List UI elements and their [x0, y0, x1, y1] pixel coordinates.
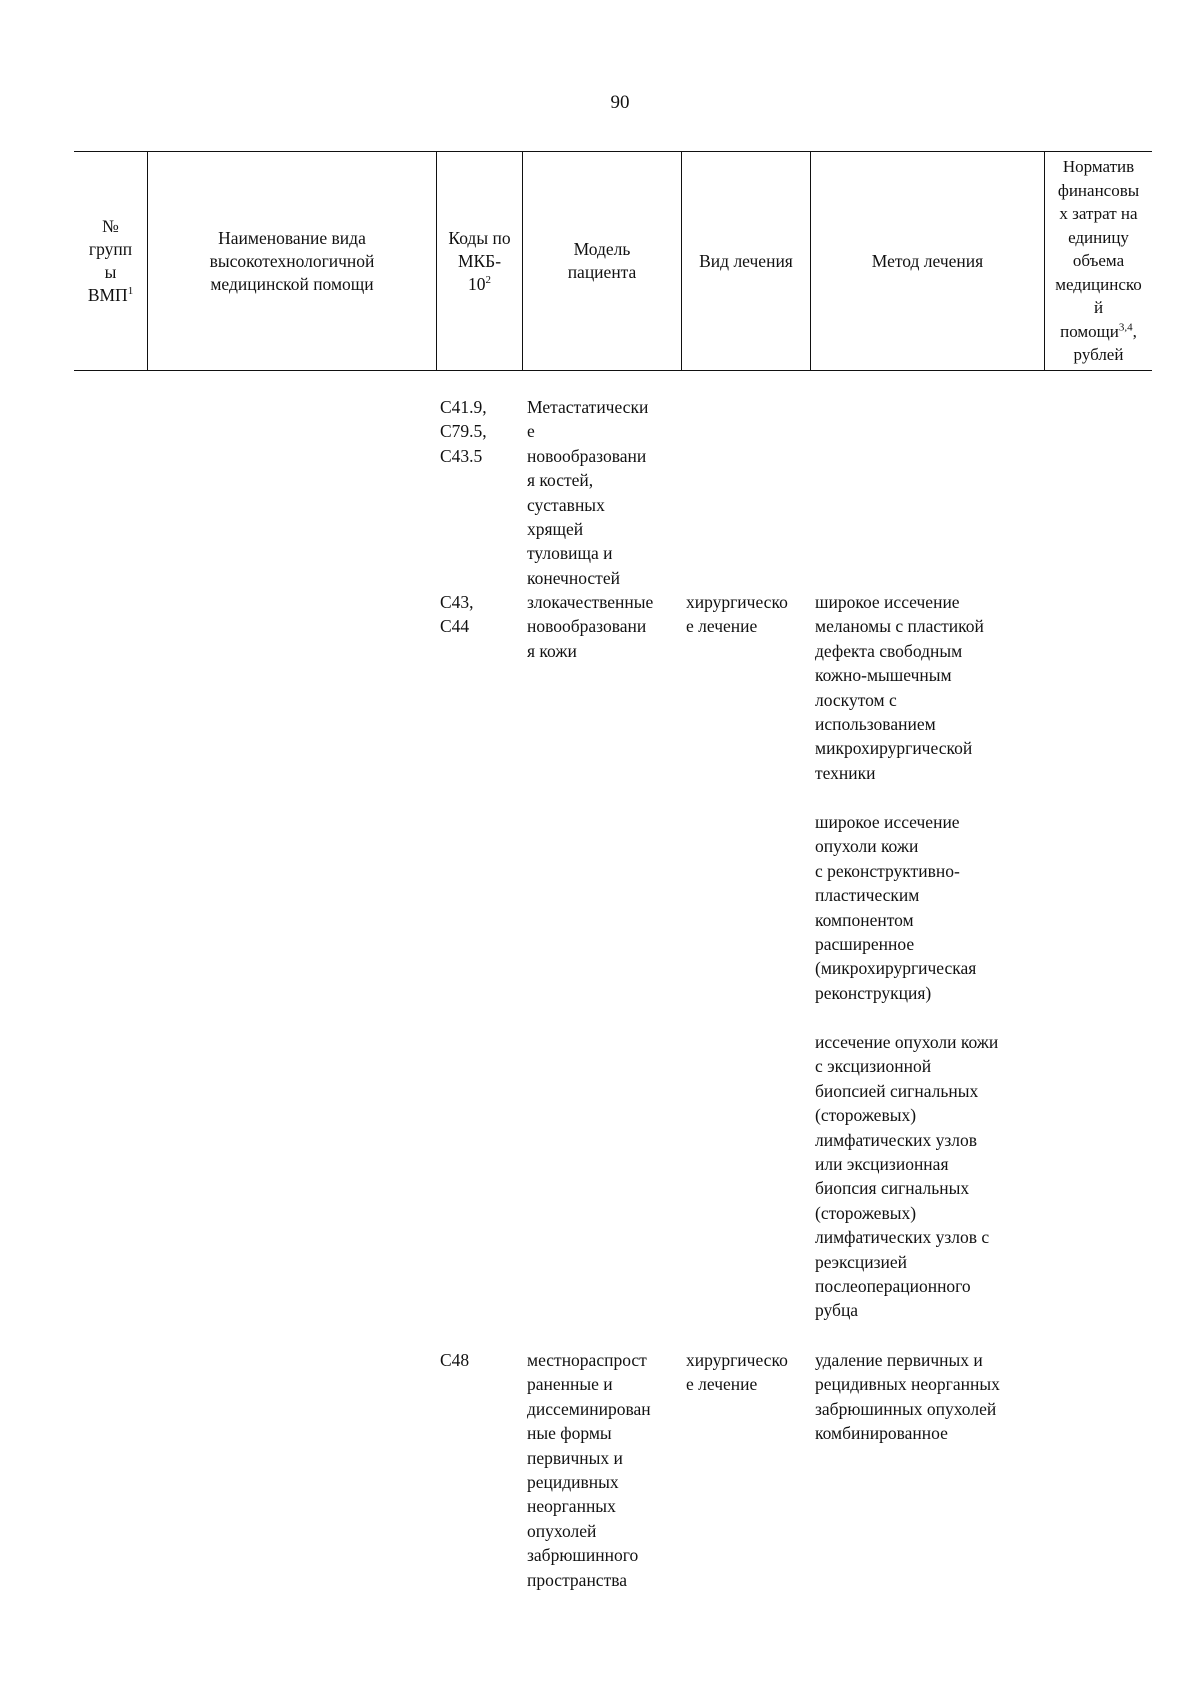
header-group-number: № групп ы ВМП$^1$ — [87, 216, 134, 305]
row2-codes: C43, C44 — [440, 592, 474, 637]
row1-patient-model: Метастатически е новообразовани я костей, суставных хрящей туловища и конечностей — [527, 397, 649, 588]
row3-method-1: удаление первичных и рецидивных неорганных забрюшинных опухолей комбинированное — [815, 1350, 1000, 1444]
table-header — [74, 151, 1152, 371]
row3-treatment-type: хирургическо е лечение — [686, 1350, 788, 1395]
header-treatment-method: Метод лечения — [810, 152, 1044, 370]
row3-codes: C48 — [440, 1350, 470, 1370]
header-treatment-type: Вид лечения — [681, 152, 810, 370]
header-patient-model: Модель пациента — [522, 152, 681, 370]
row2-method-1: широкое иссечение меланомы с пластикой дефекта свободным кожно-мышечным лоскутом с использованием микрохирургической техники — [815, 592, 984, 783]
header-cost-norm: Норматив финансовы х затрат на единицу объема медицинско й помощи$^{3,4}$, рублей — [1044, 152, 1152, 370]
page-number: 90 — [610, 92, 630, 113]
row2-method-2: широкое иссечение опухоли кожи с реконструктивно- пластическим компонентом расширенное (микрохирургическая реконструкция) — [815, 812, 977, 1003]
row2-method-3: иссечение опухоли кожи с эксцизионной биопсией сигнальных (сторожевых) лимфатических узлов или эксцизионная биопсия сигнальных (сторожевых) лимфатических узлов с реэксцизией послеоперационного рубца — [815, 1032, 999, 1321]
row1-codes: C41.9, C79.5, C43.5 — [440, 397, 487, 466]
header-care-type-name: Наименование вида высокотехнологичной медицинской помощи — [147, 152, 436, 370]
header-icd-codes: Коды по МКБ- $10^2$ — [436, 152, 522, 370]
row3-patient-model: местнораспрост раненные и диссеминирован ные формы первичных и рецидивных неорганных опухолей забрюшинного пространства — [527, 1350, 651, 1590]
row2-patient-model: злокачественные новообразовани я кожи — [527, 592, 654, 661]
row2-treatment-type: хирургическо е лечение — [686, 592, 788, 637]
